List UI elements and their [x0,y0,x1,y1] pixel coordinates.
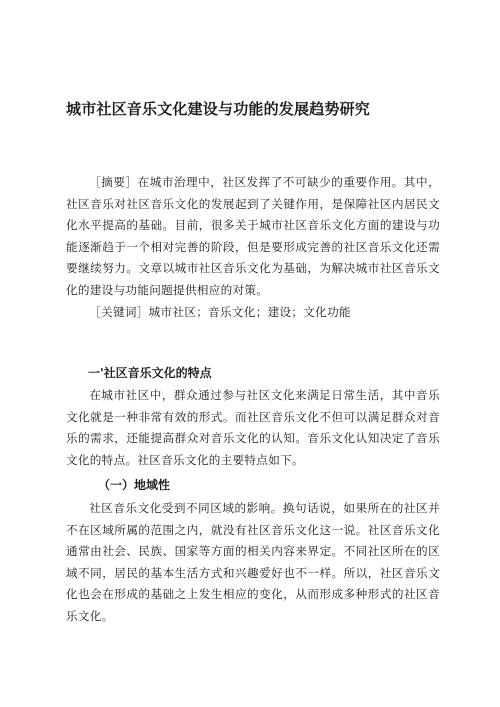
section-paragraph: 在城市社区中，群众通过参与社区文化来满足日常生活，其中音乐文化就是一种非常有效的形式。而社区音乐文化不但可以满足群众对音乐的需求，还能提高群众对音乐文化的认知。音乐文化认知决定了音乐文化的特点。社区音乐文化的主要特点如下。 [66,388,440,467]
subsection-body [66,498,440,628]
subsection-heading: （一）地域性 [98,478,171,492]
keywords-line: ［关键词］城市社区；音乐文化；建设；文化功能 [89,304,351,319]
subsection-paragraph: 社区音乐文化受到不同区域的影响。换句话说，如果所在的社区并不在区域所属的范围之内，就没有社区音乐文化这一说。社区音乐文化通常由社会、民族、国家等方面的相关内容来界定。不同社区所在的区域不同，居民的基本生活方式和兴趣爱好也不一样。所以，社区音乐文化也会在形成的基础之上发生相应的变化，从而形成多种形式的社区音乐文化。 [66,501,440,623]
abstract-paragraph: ［摘要］在城市治理中，社区发挥了不可缺少的重要作用。其中，社区音乐对社区音乐文化的发展起到了关键作用，是保障社区内居民文化水平提高的基础。目前，很多关于城市社区音乐文化方面的建设与功能逐渐趋于一个相对完善的阶段，但是要形成完善的社区音乐文化还需要继续努力。文章以城市社区音乐文化为基础，为解决城市社区音乐文化的建设与功能问题提供相应的对策。 [66,175,440,297]
abstract-block [66,172,440,323]
section-body [66,385,440,471]
section-heading: 一'社区音乐文化的特点 [88,366,212,380]
document-title: 城市社区音乐文化建设与功能的发展趋势研究 [66,100,371,118]
